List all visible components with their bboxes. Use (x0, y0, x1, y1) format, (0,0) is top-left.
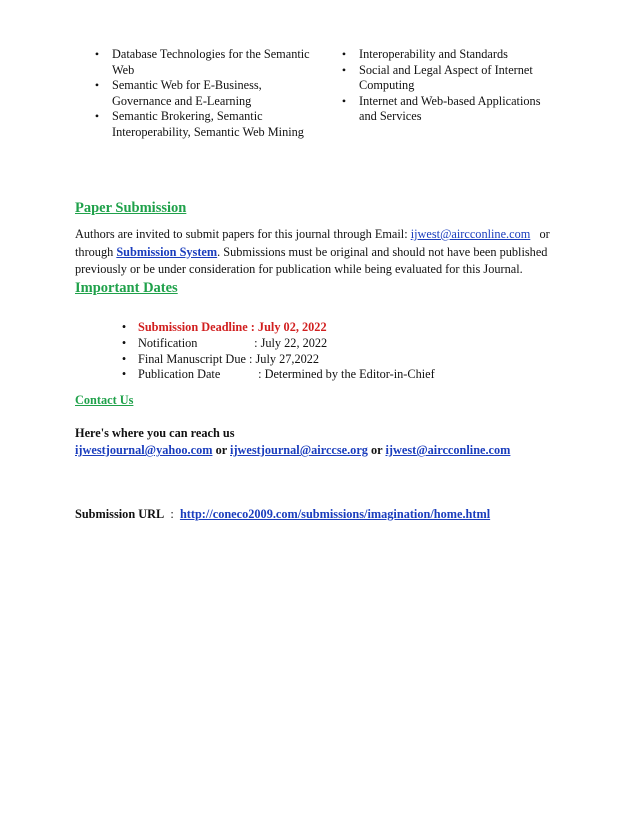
date-row (118, 336, 435, 352)
date-value: : July 27,2022 (249, 351, 320, 366)
topic-text: Semantic Brokering, Semantic Interoperability, Semantic Web Mining (112, 109, 304, 139)
submission-text-part: Authors are invited to submit papers for this journal through Email: (75, 227, 408, 241)
submission-system-link[interactable]: Submission System (116, 244, 218, 259)
bullet: • (94, 78, 100, 92)
date-label: Publication Date (138, 367, 221, 382)
contact-intro: Here's where you can reach us (75, 426, 235, 440)
topic-text: Interoperability and Standards (359, 47, 508, 61)
date-value: : Determined by the Editor-in-Chief (258, 367, 435, 382)
topic-item (90, 109, 320, 140)
important-dates-heading: Important Dates (75, 280, 178, 296)
date-row (118, 320, 435, 336)
contact-email-yahoo-link[interactable]: ijwestjournal@yahoo.com (75, 443, 213, 457)
separator-text: : (170, 507, 174, 521)
separator-text: or (371, 443, 383, 457)
paper-submission-heading: Paper Submission (75, 200, 187, 216)
date-label: Notification (138, 335, 198, 350)
topic-item (90, 47, 320, 78)
bullet: • (121, 367, 127, 382)
submission-email-link[interactable]: ijwest@aircconline.com (410, 227, 531, 241)
topic-item (337, 47, 557, 63)
topic-item (90, 78, 320, 109)
bullet: • (121, 320, 127, 334)
topic-text: Social and Legal Aspect of Internet Computing (359, 62, 533, 92)
submission-url-link[interactable]: http://coneco2009.com/submissions/imagination/home.html (179, 507, 491, 521)
important-dates-list (118, 320, 435, 383)
date-value: : July 22, 2022 (254, 335, 328, 350)
topic-text: Internet and Web-based Applications and Services (359, 93, 541, 123)
date-value: : July 02, 2022 (250, 320, 327, 334)
topics-right-column (337, 47, 557, 125)
bullet: • (121, 335, 127, 350)
bullet: • (94, 109, 100, 123)
topics-left-column (90, 47, 320, 140)
contact-email-airccse-link[interactable]: ijwestjournal@airccse.org (230, 443, 368, 457)
date-row (118, 367, 435, 383)
contact-heading: Contact Us (75, 393, 134, 407)
bullet: • (94, 47, 100, 61)
topic-text: Database Technologies for the Semantic Web (112, 47, 310, 77)
contact-emails (75, 442, 570, 460)
bullet: • (341, 47, 347, 61)
date-label: Submission Deadline (138, 320, 248, 334)
date-label: Final Manuscript Due (138, 351, 246, 366)
topic-text: Semantic Web for E-Business, Governance and E-Learning (112, 78, 262, 108)
separator-text: or (215, 443, 227, 457)
submission-url-line (75, 506, 570, 524)
bullet: • (341, 62, 347, 77)
date-row (118, 352, 435, 368)
paper-submission-text (75, 226, 570, 279)
submission-url-label: Submission URL (75, 507, 165, 521)
bullet: • (341, 93, 347, 108)
bullet: • (121, 351, 127, 366)
topic-item (337, 94, 557, 125)
submission-text-part: . Submissions must be original and should not have been published previously or be under consideration for publication while being evaluated for this Journal. (75, 244, 548, 276)
contact-email-aircconline-link[interactable]: ijwest@aircconline.com (385, 443, 511, 457)
submission-text-part: or through (75, 227, 550, 259)
topic-item (337, 63, 557, 94)
